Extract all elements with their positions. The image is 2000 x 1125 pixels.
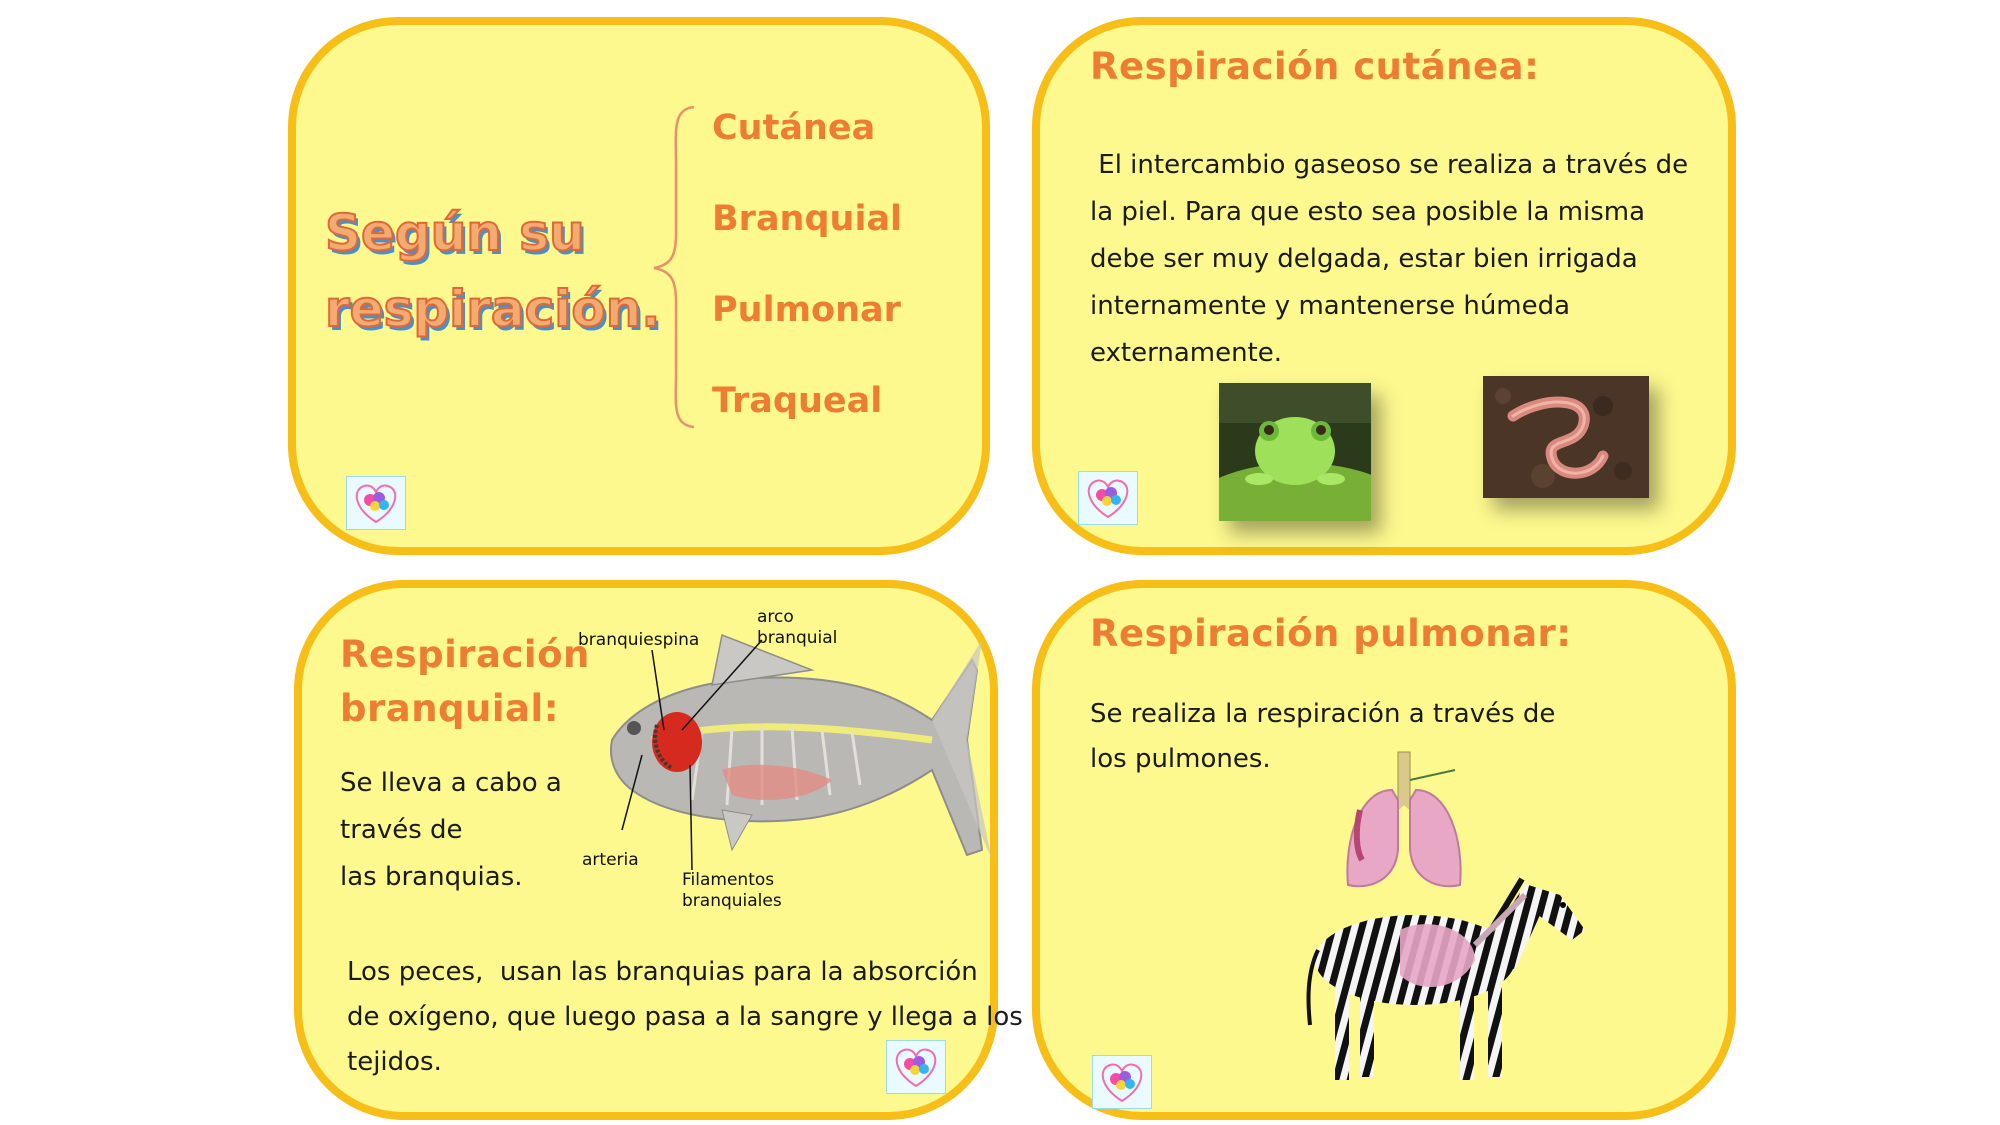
label-filamentos: Filamentos (682, 870, 775, 890)
text-line: los pulmones. (1090, 744, 1271, 774)
type-branquial: Branquial (712, 199, 903, 239)
text-line: externamente. (1090, 338, 1283, 368)
label-arco: arco (757, 607, 794, 627)
lungs-illustration (1340, 750, 1470, 895)
text-line: Se lleva a cabo a (340, 768, 562, 798)
card-pulmonar-title: Respiración pulmonar: (1090, 612, 1572, 655)
heart-balloons-logo-icon (1078, 471, 1138, 525)
label-arteria: arteria (582, 850, 639, 870)
card-cutanea-title: Respiración cutánea: (1090, 45, 1540, 88)
card-pulmonar-text (1090, 692, 1555, 782)
text-line: través de (340, 815, 463, 845)
frog-photo (1219, 383, 1371, 521)
heart-balloons-logo-icon (346, 476, 406, 530)
earthworm-photo (1483, 376, 1649, 498)
type-pulmonar: Pulmonar (712, 290, 901, 330)
text-line: las branquias. (340, 862, 523, 892)
curly-brace-icon (650, 105, 700, 430)
text-line: tejidos. (347, 1047, 442, 1077)
label-branquiespina: branquiespina (578, 630, 700, 650)
text-line: Se realiza la respiración a través de (1090, 699, 1556, 729)
label-branquial: branquial (757, 628, 838, 648)
title-line-1: Respiración (340, 633, 590, 676)
text-line: internamente y mantenerse húmeda (1090, 291, 1571, 321)
text-line: debe ser muy delgada, estar bien irrigada (1090, 244, 1638, 274)
title-line-1: Según su (325, 204, 585, 262)
card-branquial-title (340, 628, 590, 736)
fish-gills-diagram (572, 600, 992, 920)
title-line-2: branquial: (340, 687, 559, 730)
label-branquiales: branquiales (682, 891, 782, 911)
card-respiracion-title (325, 195, 660, 347)
type-cutanea: Cutánea (712, 108, 876, 148)
text-line: El intercambio gaseoso se realiza a través de (1090, 150, 1689, 180)
text-line: de oxígeno, que luego pasa a la sangre y llega a los (347, 1002, 1023, 1032)
type-traqueal: Traqueal (712, 381, 883, 421)
card-branquial-text (340, 760, 562, 901)
text-line: la piel. Para que esto sea posible la misma (1090, 197, 1646, 227)
zebra-illustration (1300, 875, 1590, 1085)
heart-balloons-logo-icon (886, 1040, 946, 1094)
card-cutanea-text (1090, 142, 1688, 377)
title-line-2: respiración. (325, 280, 661, 338)
text-line: Los peces, usan las branquias para la absorción (347, 957, 978, 987)
heart-balloons-logo-icon (1092, 1055, 1152, 1109)
